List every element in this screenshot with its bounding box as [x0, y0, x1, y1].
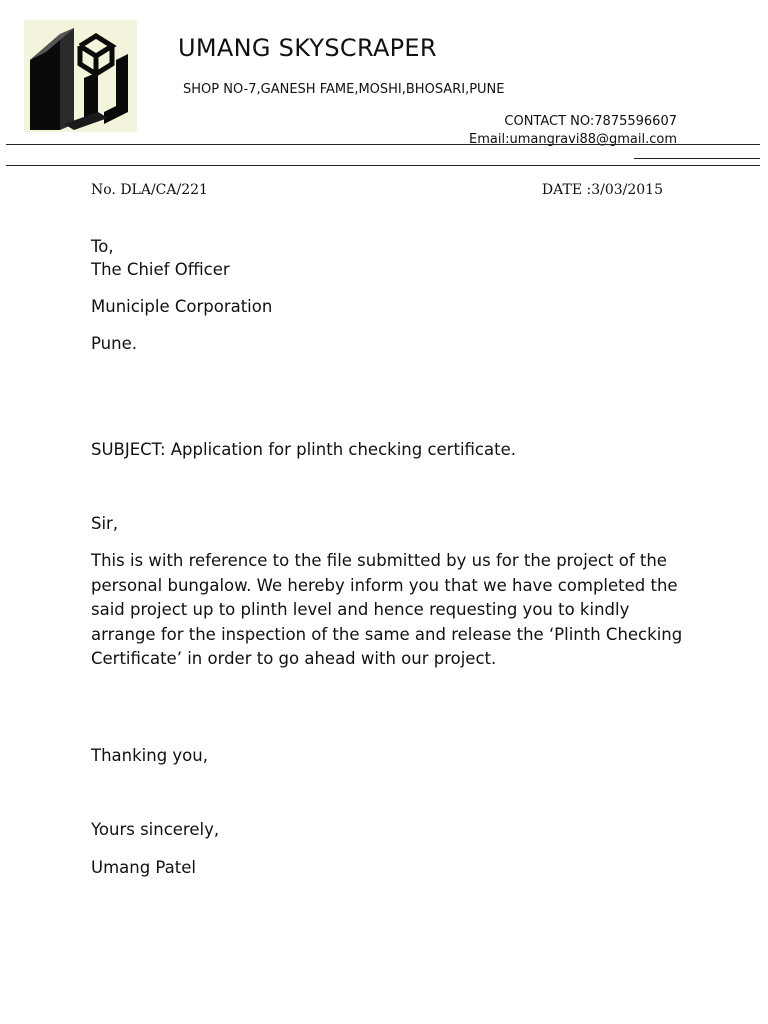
contact-number: CONTACT NO:7875596607 — [504, 114, 677, 129]
header-divider-bottom — [6, 165, 760, 166]
header-divider-short — [634, 158, 760, 159]
salutation: Sir, — [91, 514, 119, 533]
recipient-city: Pune. — [91, 334, 137, 353]
reference-number: No. DLA/CA/221 — [91, 182, 208, 198]
letter-body: This is with reference to the file submitted by us for the project of the personal bungalow. We hereby inform you that we have completed the said project up to plinth level and hence requesting you to kindly arrange for the inspection of the same and release the ‘Plinth Checking Certificate’ in order to go ahead with our project. — [91, 551, 683, 669]
signatory-name: Umang Patel — [91, 858, 196, 877]
contact-email: Email:umangravi88@gmail.com — [469, 132, 677, 147]
closing-thanks: Thanking you, — [91, 746, 208, 765]
recipient-title: The Chief Officer — [91, 260, 230, 279]
recipient-to: To, — [91, 237, 114, 256]
letter-subject: SUBJECT: Application for plinth checking certificate. — [91, 440, 516, 459]
letter-date: DATE :3/03/2015 — [541, 182, 663, 198]
company-logo — [24, 20, 137, 132]
company-name: UMANG SKYSCRAPER — [178, 34, 437, 62]
company-logo-graphic — [24, 20, 137, 132]
company-address: SHOP NO-7,GANESH FAME,MOSHI,BHOSARI,PUNE — [183, 82, 505, 97]
header-divider-top — [6, 144, 760, 145]
closing-sign-off: Yours sincerely, — [91, 820, 220, 839]
recipient-organization: Municiple Corporation — [91, 297, 273, 316]
